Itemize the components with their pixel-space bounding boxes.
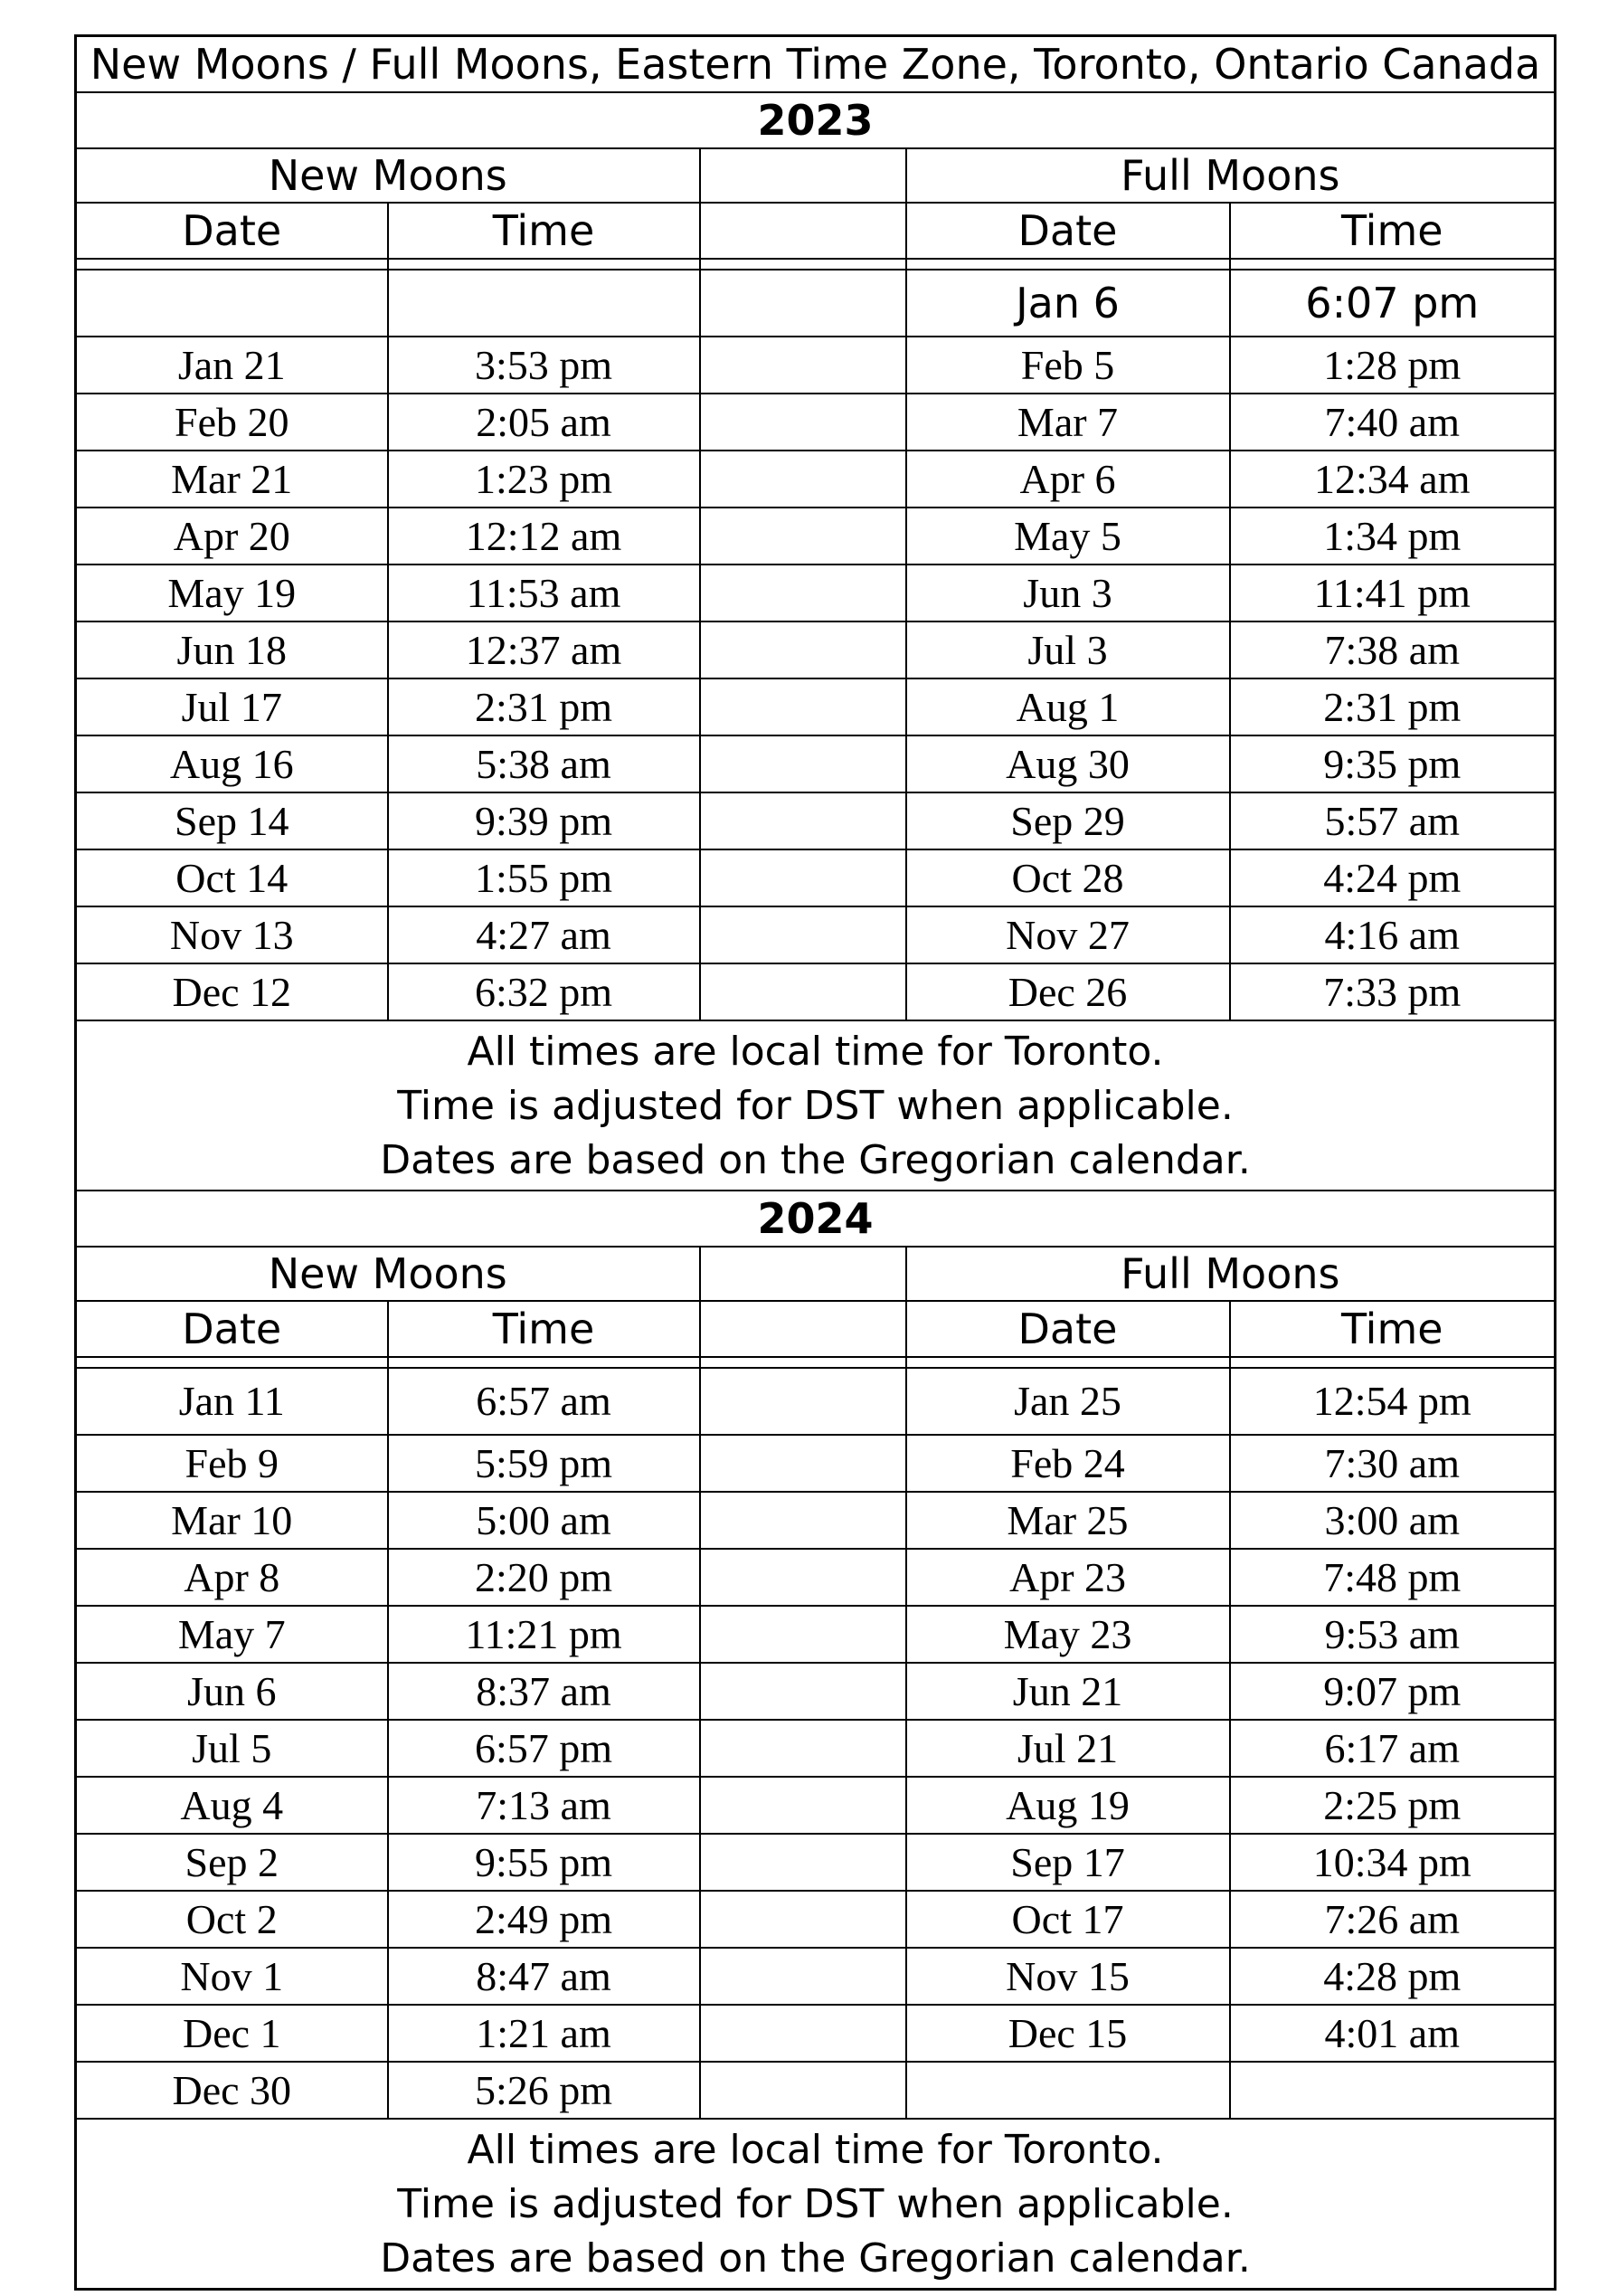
new-moon-date: Feb 20 xyxy=(76,394,388,451)
new-date-column-header: Date xyxy=(76,1301,388,1357)
notes-block xyxy=(76,2119,1556,2290)
table-row xyxy=(76,1777,1556,1834)
full-moon-time: 7:26 am xyxy=(1230,1891,1556,1948)
blank-separator-cell xyxy=(700,735,906,792)
full-moon-date: Sep 17 xyxy=(906,1834,1230,1891)
full-moon-time: 10:34 pm xyxy=(1230,1834,1556,1891)
new-moon-date: Oct 2 xyxy=(76,1891,388,1948)
spacer-cell xyxy=(1230,259,1556,270)
full-moon-time: 7:48 pm xyxy=(1230,1549,1556,1606)
notes-row xyxy=(76,2119,1556,2290)
note-line: Dates are based on the Gregorian calendar. xyxy=(380,2235,1251,2282)
new-moon-date: Oct 14 xyxy=(76,849,388,906)
section-header-row xyxy=(76,1247,1556,1301)
new-moon-time: 1:21 am xyxy=(388,2005,700,2062)
spacer-cell xyxy=(700,1357,906,1368)
full-moon-time: 2:25 pm xyxy=(1230,1777,1556,1834)
new-moon-date: May 19 xyxy=(76,565,388,621)
section-header-row xyxy=(76,148,1556,203)
full-moon-time: 12:34 am xyxy=(1230,451,1556,508)
note-line: All times are local time for Toronto. xyxy=(467,2127,1164,2173)
notes-block xyxy=(76,1020,1556,1191)
blank-separator-cell xyxy=(700,849,906,906)
blank-separator-cell xyxy=(700,1891,906,1948)
full-moon-date: Aug 19 xyxy=(906,1777,1230,1834)
full-moon-date: Jun 3 xyxy=(906,565,1230,621)
full-moon-time: 1:28 pm xyxy=(1230,337,1556,394)
new-moon-time: 11:21 pm xyxy=(388,1606,700,1663)
full-moon-time: 4:16 am xyxy=(1230,906,1556,963)
new-moon-date: Dec 1 xyxy=(76,2005,388,2062)
blank-separator-cell xyxy=(700,1301,906,1357)
new-moon-date xyxy=(76,270,388,337)
notes-row xyxy=(76,1020,1556,1191)
full-time-column-header: Time xyxy=(1230,203,1556,259)
full-moon-date: Jun 21 xyxy=(906,1663,1230,1720)
full-moon-date: May 23 xyxy=(906,1606,1230,1663)
new-moon-date: Jul 5 xyxy=(76,1720,388,1777)
table-row xyxy=(76,2062,1556,2119)
year-heading: 2024 xyxy=(76,1191,1556,1247)
new-moon-date: Jan 11 xyxy=(76,1368,388,1435)
full-moon-date: Sep 29 xyxy=(906,792,1230,849)
year-heading: 2023 xyxy=(76,92,1556,148)
full-moon-date: Aug 30 xyxy=(906,735,1230,792)
moon-phase-document xyxy=(74,34,1554,2291)
table-row xyxy=(76,337,1556,394)
new-moon-date: Sep 14 xyxy=(76,792,388,849)
table-row xyxy=(76,394,1556,451)
full-moon-date: Jul 21 xyxy=(906,1720,1230,1777)
note-line: Time is adjusted for DST when applicable. xyxy=(397,1083,1234,1129)
blank-separator-cell xyxy=(700,1549,906,1606)
full-moon-date: Apr 6 xyxy=(906,451,1230,508)
new-moon-time: 5:38 am xyxy=(388,735,700,792)
full-moon-time: 4:28 pm xyxy=(1230,1948,1556,2005)
full-moon-date: Nov 15 xyxy=(906,1948,1230,2005)
new-moons-header: New Moons xyxy=(76,148,700,203)
full-moon-time: 3:00 am xyxy=(1230,1492,1556,1549)
blank-separator-cell xyxy=(700,451,906,508)
new-moon-date: Dec 30 xyxy=(76,2062,388,2119)
spacer-cell xyxy=(906,259,1230,270)
blank-separator-cell xyxy=(700,1492,906,1549)
full-moon-time: 9:53 am xyxy=(1230,1606,1556,1663)
table-row xyxy=(76,1891,1556,1948)
blank-separator-cell xyxy=(700,337,906,394)
new-moon-time: 8:37 am xyxy=(388,1663,700,1720)
full-moon-date: Dec 26 xyxy=(906,963,1230,1020)
moon-phase-table xyxy=(74,34,1556,2291)
full-moon-time: 6:07 pm xyxy=(1230,270,1556,337)
new-moon-date: Nov 1 xyxy=(76,1948,388,2005)
blank-separator-cell xyxy=(700,1948,906,2005)
new-moon-time: 3:53 pm xyxy=(388,337,700,394)
new-moon-date: Aug 4 xyxy=(76,1777,388,1834)
blank-separator-cell xyxy=(700,678,906,735)
table-row xyxy=(76,1435,1556,1492)
new-moon-date: Mar 10 xyxy=(76,1492,388,1549)
full-moon-time: 7:33 pm xyxy=(1230,963,1556,1020)
new-moon-time: 11:53 am xyxy=(388,565,700,621)
table-row xyxy=(76,1606,1556,1663)
new-moon-time: 5:00 am xyxy=(388,1492,700,1549)
blank-separator-cell xyxy=(700,394,906,451)
spacer-cell xyxy=(76,1357,388,1368)
new-moon-time: 2:20 pm xyxy=(388,1549,700,1606)
new-moon-time: 5:26 pm xyxy=(388,2062,700,2119)
blank-separator-cell xyxy=(700,1777,906,1834)
blank-separator-cell xyxy=(700,2062,906,2119)
new-moon-date: Sep 2 xyxy=(76,1834,388,1891)
note-line: Time is adjusted for DST when applicable. xyxy=(397,2181,1234,2227)
spacer-cell xyxy=(76,259,388,270)
blank-separator-cell xyxy=(700,792,906,849)
full-moon-date xyxy=(906,2062,1230,2119)
full-moons-header: Full Moons xyxy=(906,1247,1556,1301)
table-row xyxy=(76,1368,1556,1435)
table-row xyxy=(76,1663,1556,1720)
blank-separator-cell xyxy=(700,906,906,963)
blank-separator-cell xyxy=(700,1720,906,1777)
new-moon-time: 6:57 pm xyxy=(388,1720,700,1777)
full-moon-date: Dec 15 xyxy=(906,2005,1230,2062)
full-moon-time: 7:40 am xyxy=(1230,394,1556,451)
new-moons-header: New Moons xyxy=(76,1247,700,1301)
note-line: Dates are based on the Gregorian calendar. xyxy=(380,1137,1251,1183)
note-line: All times are local time for Toronto. xyxy=(467,1029,1164,1075)
table-row xyxy=(76,792,1556,849)
new-moon-time xyxy=(388,270,700,337)
full-moon-date: Jul 3 xyxy=(906,621,1230,678)
table-row xyxy=(76,1834,1556,1891)
new-moon-time: 6:32 pm xyxy=(388,963,700,1020)
new-moon-time: 8:47 am xyxy=(388,1948,700,2005)
new-moon-date: Dec 12 xyxy=(76,963,388,1020)
spacer-cell xyxy=(700,259,906,270)
table-row xyxy=(76,565,1556,621)
table-row xyxy=(76,849,1556,906)
full-moon-time: 7:38 am xyxy=(1230,621,1556,678)
table-row xyxy=(76,1549,1556,1606)
blank-separator-cell xyxy=(700,565,906,621)
full-moon-time: 9:07 pm xyxy=(1230,1663,1556,1720)
blank-separator-cell xyxy=(700,1247,906,1301)
new-moon-time: 2:05 am xyxy=(388,394,700,451)
blank-separator-cell xyxy=(700,1606,906,1663)
new-moon-date: Jan 21 xyxy=(76,337,388,394)
full-moon-date: Oct 17 xyxy=(906,1891,1230,1948)
full-moon-date: Feb 5 xyxy=(906,337,1230,394)
full-moon-time: 9:35 pm xyxy=(1230,735,1556,792)
table-row xyxy=(76,678,1556,735)
full-moon-time: 5:57 am xyxy=(1230,792,1556,849)
new-moon-date: Jun 6 xyxy=(76,1663,388,1720)
column-header-row xyxy=(76,1301,1556,1357)
spacer-cell xyxy=(388,259,700,270)
blank-separator-cell xyxy=(700,203,906,259)
new-moon-time: 2:49 pm xyxy=(388,1891,700,1948)
full-moon-date: May 5 xyxy=(906,508,1230,565)
new-moon-time: 12:37 am xyxy=(388,621,700,678)
document-title: New Moons / Full Moons, Eastern Time Zone, Toronto, Ontario Canada xyxy=(76,36,1556,93)
full-moon-date: Mar 25 xyxy=(906,1492,1230,1549)
full-moon-time: 4:01 am xyxy=(1230,2005,1556,2062)
blank-separator-cell xyxy=(700,148,906,203)
new-moon-time: 2:31 pm xyxy=(388,678,700,735)
full-moon-time: 7:30 am xyxy=(1230,1435,1556,1492)
new-moon-date: Nov 13 xyxy=(76,906,388,963)
full-moon-time: 11:41 pm xyxy=(1230,565,1556,621)
spacer-cell xyxy=(906,1357,1230,1368)
full-moon-date: Nov 27 xyxy=(906,906,1230,963)
header-spacer-row xyxy=(76,1357,1556,1368)
moon-phase-table-body xyxy=(76,36,1556,2290)
new-moon-time: 9:55 pm xyxy=(388,1834,700,1891)
column-header-row xyxy=(76,203,1556,259)
full-moon-date: Feb 24 xyxy=(906,1435,1230,1492)
new-moon-time: 5:59 pm xyxy=(388,1435,700,1492)
new-moon-date: Jun 18 xyxy=(76,621,388,678)
spacer-cell xyxy=(1230,1357,1556,1368)
blank-separator-cell xyxy=(700,621,906,678)
new-moon-time: 6:57 am xyxy=(388,1368,700,1435)
blank-separator-cell xyxy=(700,1663,906,1720)
table-row xyxy=(76,1720,1556,1777)
full-moons-header: Full Moons xyxy=(906,148,1556,203)
new-moon-date: Mar 21 xyxy=(76,451,388,508)
header-spacer-row xyxy=(76,259,1556,270)
table-row xyxy=(76,735,1556,792)
new-moon-time: 1:23 pm xyxy=(388,451,700,508)
new-moon-date: Apr 8 xyxy=(76,1549,388,1606)
spacer-cell xyxy=(388,1357,700,1368)
new-moon-time: 9:39 pm xyxy=(388,792,700,849)
year-heading-row xyxy=(76,1191,1556,1247)
full-moon-date: Jan 25 xyxy=(906,1368,1230,1435)
full-moon-date: Apr 23 xyxy=(906,1549,1230,1606)
new-moon-date: Feb 9 xyxy=(76,1435,388,1492)
full-date-column-header: Date xyxy=(906,203,1230,259)
full-moon-date: Aug 1 xyxy=(906,678,1230,735)
new-time-column-header: Time xyxy=(388,1301,700,1357)
blank-separator-cell xyxy=(700,2005,906,2062)
table-row xyxy=(76,270,1556,337)
table-row xyxy=(76,1948,1556,2005)
full-moon-time: 12:54 pm xyxy=(1230,1368,1556,1435)
full-date-column-header: Date xyxy=(906,1301,1230,1357)
blank-separator-cell xyxy=(700,1834,906,1891)
table-row xyxy=(76,906,1556,963)
year-heading-row xyxy=(76,92,1556,148)
new-moon-date: Jul 17 xyxy=(76,678,388,735)
new-moon-time: 7:13 am xyxy=(388,1777,700,1834)
full-moon-date: Oct 28 xyxy=(906,849,1230,906)
blank-separator-cell xyxy=(700,1368,906,1435)
table-row xyxy=(76,963,1556,1020)
new-moon-date: Aug 16 xyxy=(76,735,388,792)
full-moon-time: 4:24 pm xyxy=(1230,849,1556,906)
table-row xyxy=(76,621,1556,678)
new-date-column-header: Date xyxy=(76,203,388,259)
table-row xyxy=(76,508,1556,565)
blank-separator-cell xyxy=(700,270,906,337)
full-moon-time xyxy=(1230,2062,1556,2119)
full-moon-time: 2:31 pm xyxy=(1230,678,1556,735)
full-moon-time: 1:34 pm xyxy=(1230,508,1556,565)
blank-separator-cell xyxy=(700,508,906,565)
table-row xyxy=(76,451,1556,508)
full-time-column-header: Time xyxy=(1230,1301,1556,1357)
new-moon-date: May 7 xyxy=(76,1606,388,1663)
table-row xyxy=(76,1492,1556,1549)
full-moon-date: Jan 6 xyxy=(906,270,1230,337)
blank-separator-cell xyxy=(700,963,906,1020)
new-moon-time: 1:55 pm xyxy=(388,849,700,906)
full-moon-time: 6:17 am xyxy=(1230,1720,1556,1777)
new-time-column-header: Time xyxy=(388,203,700,259)
new-moon-date: Apr 20 xyxy=(76,508,388,565)
blank-separator-cell xyxy=(700,1435,906,1492)
full-moon-date: Mar 7 xyxy=(906,394,1230,451)
new-moon-time: 4:27 am xyxy=(388,906,700,963)
new-moon-time: 12:12 am xyxy=(388,508,700,565)
table-row xyxy=(76,2005,1556,2062)
